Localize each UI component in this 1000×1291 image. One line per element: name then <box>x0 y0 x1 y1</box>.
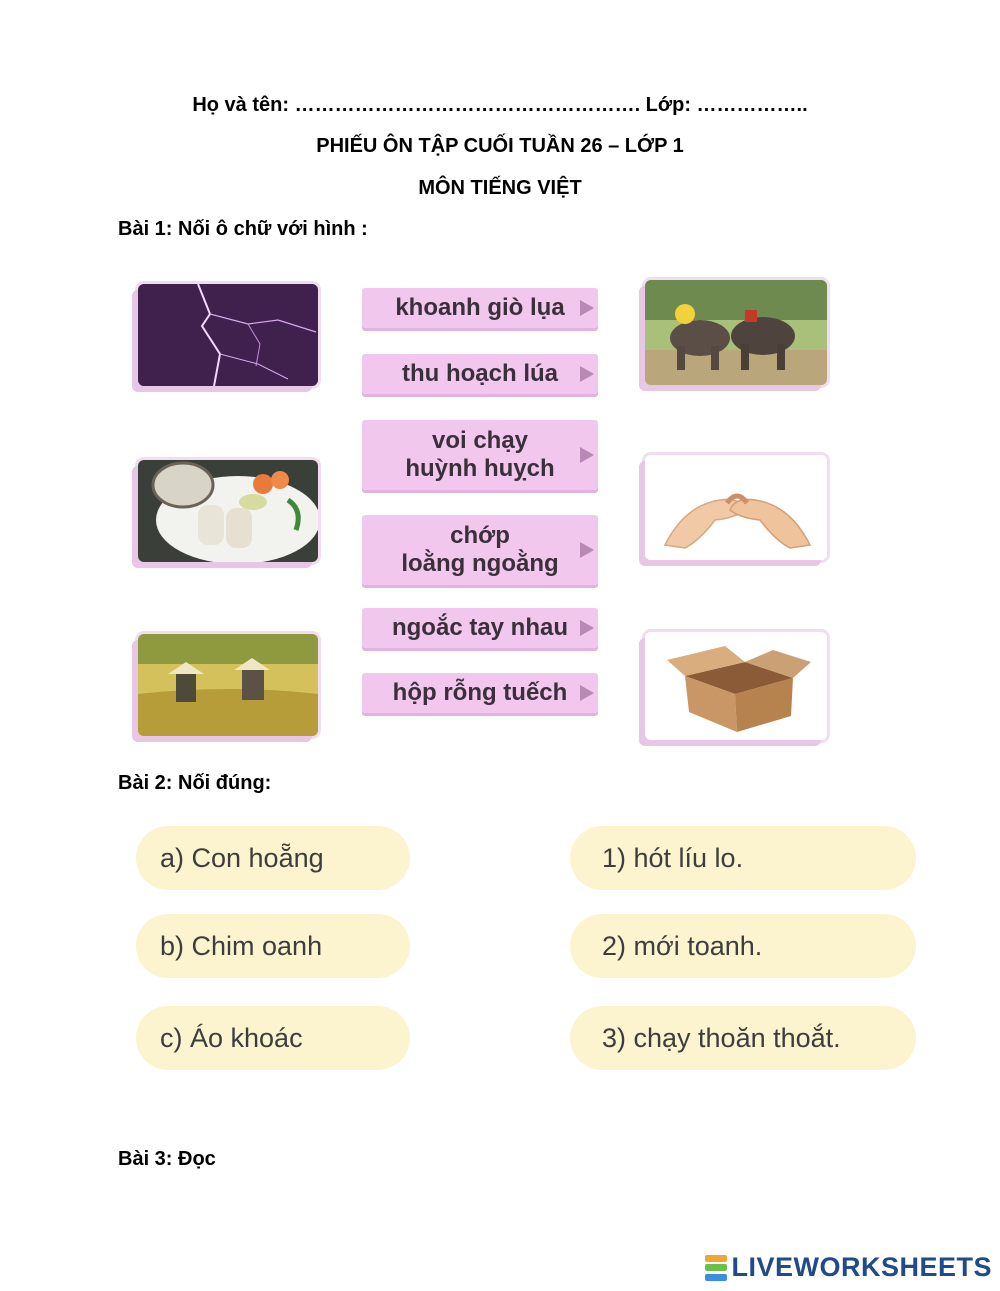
right-item-1[interactable] <box>570 826 916 890</box>
exercise-3-title: Bài 3: Đọc <box>118 1148 216 1170</box>
worksheet-title: PHIẾU ÔN TẬP CUỐI TUẦN 26 – LỚP 1 <box>316 135 684 157</box>
left-item-text: b) Chim oanh <box>160 930 323 961</box>
exercise-2-title: Bài 2: Nối đúng: <box>118 772 272 794</box>
word-tag-khoanh-gio-lua[interactable] <box>362 288 598 328</box>
right-item-text: 2) mới toanh. <box>602 930 763 961</box>
word-tag-chop-loang-ngoang[interactable] <box>362 515 598 585</box>
word-tag-text: khoanh giò lụa <box>395 294 565 322</box>
word-tag-text-line-2: loằng ngoằng <box>401 550 559 577</box>
word-tag-text: thu hoạch lúa <box>402 360 558 388</box>
left-item-c[interactable] <box>136 1006 410 1070</box>
word-tag-text-line-1: voi chạy <box>431 427 529 455</box>
word-tag-thu-hoach-lua[interactable] <box>362 354 598 394</box>
pinky-promise-image[interactable] <box>645 455 827 560</box>
word-tag-voi-chay-huynh-huych[interactable] <box>362 420 598 490</box>
lightning-image[interactable] <box>138 284 318 386</box>
word-tag-hop-rong-tuech[interactable] <box>362 673 598 713</box>
right-item-2[interactable] <box>570 914 916 978</box>
word-tag-text: hộp rỗng tuếch <box>392 679 568 707</box>
left-item-text: c) Áo khoác <box>160 1022 303 1053</box>
word-tag-text-line-2: huỳnh huỵch <box>405 455 555 482</box>
student-name-class-line: Họ và tên: ……………………………………………. Lớp: …………….. <box>192 94 808 116</box>
right-item-text: 1) hót líu lo. <box>602 842 744 873</box>
right-item-3[interactable] <box>570 1006 916 1070</box>
sausage-plate-image[interactable] <box>138 460 318 562</box>
liveworksheets-logo-text: LIVEWORKSHEETS <box>731 1252 992 1282</box>
word-tag-text: ngoắc tay nhau <box>391 614 569 642</box>
liveworksheets-logo-icon <box>705 1255 727 1281</box>
word-tag-ngoac-tay-nhau[interactable] <box>362 608 598 648</box>
left-item-text: a) Con hoẵng <box>160 842 324 873</box>
right-item-text: 3) chạy thoăn thoắt. <box>602 1022 841 1053</box>
liveworksheets-logo <box>705 1252 992 1283</box>
left-item-a[interactable] <box>136 826 410 890</box>
empty-box-image[interactable] <box>645 632 827 740</box>
left-item-b[interactable] <box>136 914 410 978</box>
elephant-race-image[interactable] <box>645 280 827 385</box>
rice-harvest-image[interactable] <box>138 634 318 736</box>
subject-title: MÔN TIẾNG VIỆT <box>418 177 582 199</box>
exercise-1-title: Bài 1: Nối ô chữ với hình : <box>118 218 368 240</box>
word-tag-text-line-1: chớp <box>450 522 510 550</box>
